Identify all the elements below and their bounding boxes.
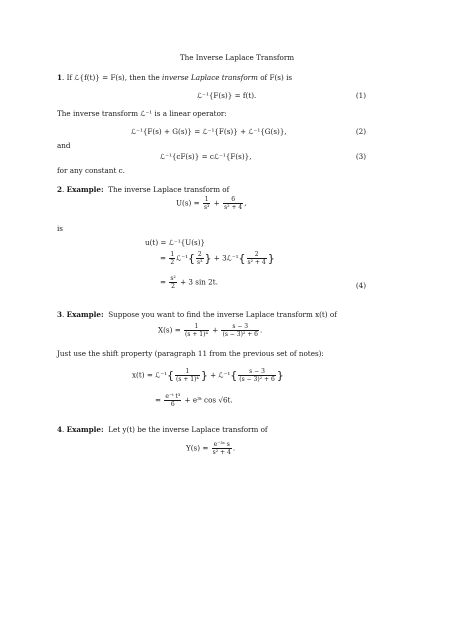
emphasis-term: inverse Laplace transform bbox=[162, 73, 258, 82]
section-4-intro: 4. Example: Let y(t) be the inverse Laplace transform of bbox=[57, 425, 268, 434]
example-label: Example: bbox=[66, 310, 104, 319]
equation-Y: Y(s) = $\frac{\text{e⁻³ˢ s}}{\text{s² + 4}}$ . bbox=[186, 441, 236, 456]
paragraph: is bbox=[57, 224, 63, 233]
fraction: $\frac{s - 3}{\text{(s − 3)² + 6}}$ bbox=[239, 368, 275, 383]
paragraph: Just use the shift property (paragraph 11 from the previous set of notes): bbox=[57, 349, 324, 358]
equation-x-line1: x(t) = ℒ⁻¹{ $\frac{1}{\text{(s + 1)⁴}}$ } + ℒ⁻¹{ $\frac{s - 3}{\text{(s − 3)² + 6}}$ } bbox=[132, 368, 284, 383]
equation-number: (1) bbox=[355, 91, 366, 100]
fraction: $\frac{1}{\text{(s + 1)⁴}}$ bbox=[185, 323, 208, 338]
section-2-intro: 2. Example: The inverse Laplace transform of bbox=[57, 185, 230, 194]
section-3-intro: 3. Example: Suppose you want to find the inverse Laplace transform x(t) of bbox=[57, 310, 337, 319]
fraction: $\frac{\text{s²}}{2}$ bbox=[170, 275, 176, 290]
section-1-intro: 1. If ℒ{f(t)} = F(s), then the inverse Laplace transform of F(s) is bbox=[57, 73, 293, 82]
section-number: 4 bbox=[57, 425, 63, 434]
equation-1: ℒ⁻¹{F(s)} = f(t). bbox=[197, 91, 257, 100]
section-number: 3 bbox=[57, 310, 63, 319]
section-number: 1 bbox=[57, 73, 63, 82]
page-title: The Inverse Laplace Transform bbox=[179, 53, 295, 62]
equation-x-line2: = $\frac{\text{e⁻ᵗ t³}}{6}$ + e³ᵗ cos √6t. bbox=[155, 393, 233, 408]
example-label: Example: bbox=[66, 185, 104, 194]
equation-number: (3) bbox=[355, 152, 366, 161]
equation-u-line1: u(t) = ℒ⁻¹{U(s)} bbox=[145, 238, 206, 247]
example-label: Example: bbox=[66, 425, 104, 434]
equation-U: U(s) = $\frac{1}{\text{s³}}$ + $\frac{6}{\text{s² + 4}}$ , bbox=[176, 196, 247, 211]
paragraph: and bbox=[57, 141, 71, 150]
equation-number: (4) bbox=[355, 281, 366, 290]
equation-X: X(s) = $\frac{1}{\text{(s + 1)⁴}}$ + $\frac{s - 3}{\text{(s − 3)² + 6}}$ . bbox=[158, 323, 263, 338]
fraction: $\frac{2}{\text{s³}}$ bbox=[197, 251, 203, 266]
equation-number: (2) bbox=[355, 127, 366, 136]
equation-3: ℒ⁻¹{cF(s)} = cℒ⁻¹{F(s)}, bbox=[160, 152, 252, 161]
section-number: 2 bbox=[57, 185, 63, 194]
fraction: $\frac{s - 3}{\text{(s − 3)² + 6}}$ bbox=[222, 323, 258, 338]
fraction: $\frac{6}{\text{s² + 4}}$ bbox=[224, 196, 243, 211]
fraction: $\frac{2}{\text{s² + 4}}$ bbox=[247, 251, 266, 266]
fraction: $\frac{1}{\text{s³}}$ bbox=[203, 196, 210, 211]
fraction: $\frac{\text{e⁻ᵗ t³}}{6}$ bbox=[165, 393, 181, 408]
paragraph: The inverse transform ℒ⁻¹ is a linear operator: bbox=[57, 109, 227, 118]
equation-u-line3: = $\frac{\text{s²}}{2}$ + 3 sin 2t. bbox=[160, 275, 218, 290]
fraction: $\frac{\text{e⁻³ˢ s}}{\text{s² + 4}}$ bbox=[212, 441, 231, 456]
fraction: $\frac{1}{\text{(s + 1)⁴}}$ bbox=[176, 368, 199, 383]
paragraph: for any constant c. bbox=[57, 166, 125, 175]
equation-u-line2: = $\frac{1}{2}$ ℒ⁻¹{ $\frac{2}{\text{s³}}$ } + 3ℒ⁻¹{ $\frac{2}{\text{s² + 4}}$ } bbox=[160, 251, 275, 266]
fraction: $\frac{1}{2}$ bbox=[170, 251, 175, 266]
equation-2: ℒ⁻¹{F(s) + G(s)} = ℒ⁻¹{F(s)} + ℒ⁻¹{G(s)}, bbox=[131, 127, 287, 136]
